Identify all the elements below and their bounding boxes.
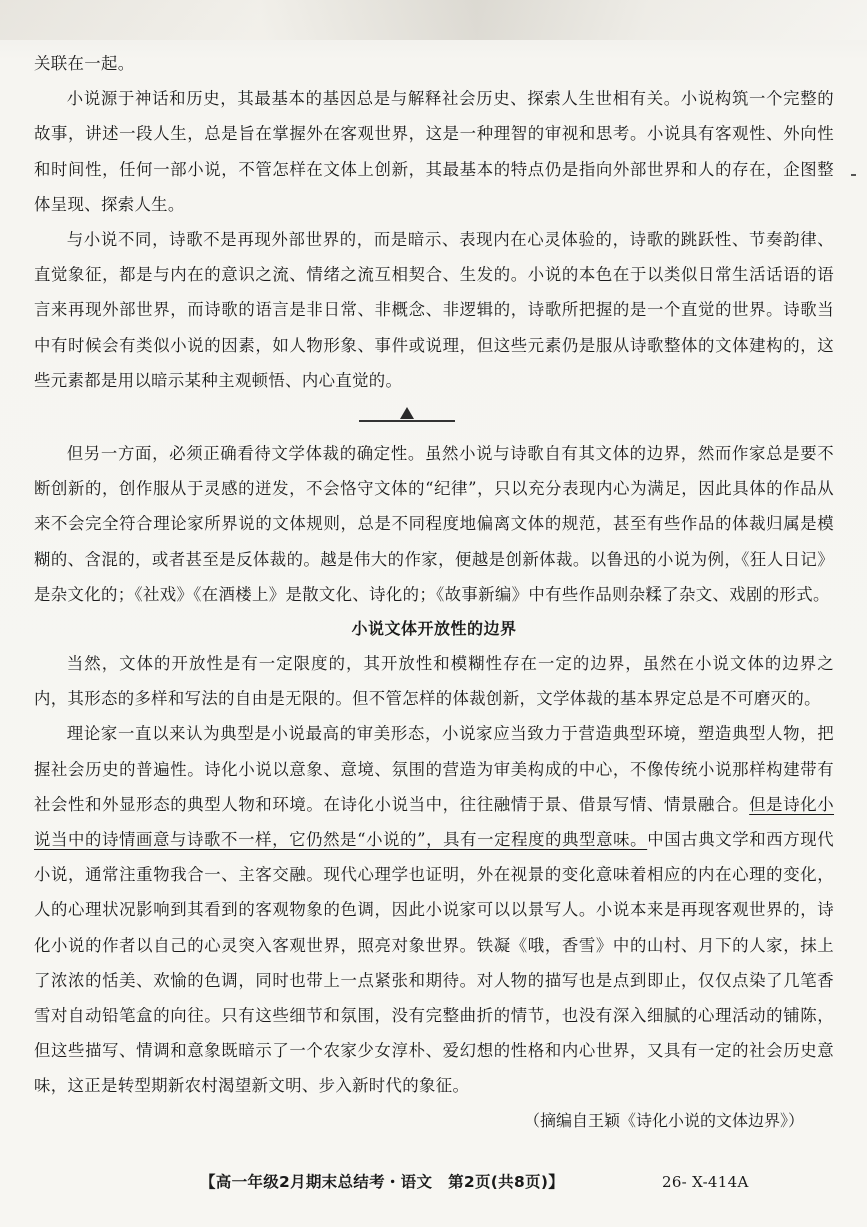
exam-code: 26- X-414A: [662, 1173, 749, 1191]
paragraph-novel-origin: 小说源于神话和历史，其最基本的基因总是与解释社会历史、探索人生世相有关。小说构筑一个完整的故事，讲述一段人生，总是旨在掌握外在客观世界，这是一种理智的审视和思考。小说具有客观性、外向性和时间性，任何一部小说，不管怎样在文体上创新，其最基本的特点仍是指向外部世界和人的存在，企图整体呈现、探索人生。: [34, 89, 834, 214]
paragraph-continuation: 关联在一起。: [34, 54, 135, 73]
margin-mark: [851, 174, 856, 176]
exam-info: 【高一年级2月期末总结考・语文 第2页(共8页)】: [200, 1173, 565, 1191]
article-body: [34, 46, 834, 1138]
paragraph-poetic-novel: [34, 716, 834, 1103]
section-divider: [34, 400, 834, 434]
scan-shadow: [0, 0, 867, 40]
underlined-sentence: 但是诗化小说当中的诗情画意与诗歌不一样，它仍然是“小说的”，具有一定程度的典型意味。: [34, 794, 835, 850]
theory-text-before: 理论家一直以来认为典型是小说最高的审美形态，小说家应当致力于营造典型环境，塑造典型人物，把握社会历史的普遍性。诗化小说以意象、意境、氛围的营造为审美构成的中心，不像传统小说那样构建带有社会性和外显形态的典型人物和环境。在诗化小说当中，往往融情于景、借景写情、情景融合。: [34, 724, 834, 814]
paragraph-poetry-contrast: 与小说不同，诗歌不是再现外部世界的，而是暗示、表现内在心灵体验的，诗歌的跳跃性、节奏韵律、直觉象征，都是与内在的意识之流、情绪之流互相契合、生发的。小说的本色在于以类似日常生活话语的语言来再现外部世界，而诗歌的语言是非日常、非概念、非逻辑的，诗歌所把握的是一个直觉的世界。诗歌当中有时候会有类似小说的因素，如人物形象、事件或说理，但这些元素仍是服从诗歌整体的文体建构的，这些元素都是用以暗示某种主观顿悟、内心直觉的。: [34, 230, 834, 390]
paragraph-genre-certainty: 但另一方面，必须正确看待文学体裁的确定性。虽然小说与诗歌自有其文体的边界，然而作家总是要不断创新的，创作服从于灵感的迸发，不会恪守文体的“纪律”，只以充分表现内心为满足，因此具体的作品从来不会完全符合理论家所界说的文体规则，总是不同程度地偏离文体的规范，甚至有些作品的体裁归属是模糊的、含混的，或者甚至是反体裁的。越是伟大的作家，便越是创新体裁。以鲁迅的小说为例，《狂人日记》是杂文化的；《社戏》《在酒楼上》是散文化、诗化的；《故事新编》中有些作品则杂糅了杂文、戏剧的形式。: [34, 444, 834, 604]
section-title: 小说文体开放性的边界: [351, 619, 517, 639]
page-footer: [0, 1169, 867, 1199]
triangle-icon: [400, 407, 414, 419]
divider-line: [359, 420, 455, 422]
theory-text-after: 中国古典文学和西方现代小说，通常注重物我合一、主客交融。现代心理学也证明，外在视景的变化意味着相应的内在心理的变化，人的心理状况影响到其看到的客观物象的色调，因此小说家可以以景写人。小说本来是再现客观世界的，诗化小说的作者以自己的心灵突入客观世界，照亮对象世界。铁凝《哦，香雪》中的山村、月下的人家，抹上了浓浓的恬美、欢愉的色调，同时也带上一点紧张和期待。对人物的描写也是点到即止，仅仅点染了几笔香雪对自动铅笔盒的向往。只有这些细节和氛围，没有完整曲折的情节，也没有深入细腻的心理活动的铺陈，但这些描写、情调和意象既暗示了一个农家少女淳朴、爱幻想的性格和内心世界，又具有一定的社会历史意味，这正是转型期新农村渴望新文明、步入新时代的象征。: [34, 830, 834, 1096]
source-citation: （摘编自王颖《诗化小说的文体边界》）: [523, 1110, 804, 1130]
paragraph-openness-limit: 当然，文体的开放性是有一定限度的，其开放性和模糊性存在一定的边界，虽然在小说文体的边界之内，其形态的多样和写法的自由是无限的。但不管怎样的体裁创新，文学体裁的基本界定总是不可磨灭的。: [34, 654, 834, 709]
